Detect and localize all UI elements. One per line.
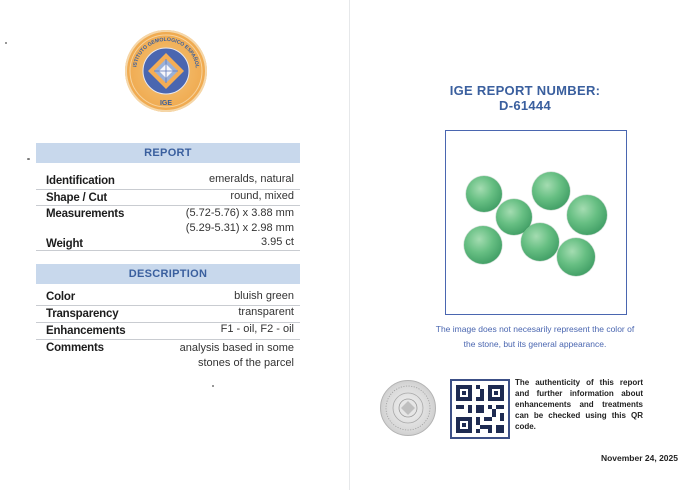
comments-value-1: analysis based in some <box>179 342 294 354</box>
qr-code-graphic <box>452 381 508 437</box>
emerald-stone <box>532 172 570 210</box>
emerald-stone <box>466 176 502 212</box>
transparency-value: transparent <box>238 306 294 318</box>
identification-value: emeralds, natural <box>209 173 294 185</box>
shape-cut-value: round, mixed <box>230 190 294 202</box>
transparency-label: Transparency <box>46 308 119 320</box>
photo-caption <box>420 322 650 352</box>
measurements-value-1: (5.72-5.76) x 3.88 mm <box>185 207 294 219</box>
description-section-header: DESCRIPTION <box>36 264 300 284</box>
emerald-stone <box>521 223 559 261</box>
hologram-seal <box>380 380 436 436</box>
speck <box>212 385 214 387</box>
shape-cut-label: Shape / Cut <box>46 192 108 204</box>
measurements-value-2: (5.29-5.31) x 2.98 mm <box>185 222 294 234</box>
speck <box>5 42 7 44</box>
report-section-header: REPORT <box>36 143 300 163</box>
ige-logo-graphic <box>125 30 207 112</box>
weight-value: 3.95 ct <box>260 236 294 248</box>
caption-line-1: The image does not necesarily represent the color of <box>435 324 635 334</box>
enhancements-label: Enhancements <box>46 325 126 337</box>
comments-label: Comments <box>46 342 104 354</box>
authenticity-note: The authenticity of this report and further information about enhancements and treatments can be checked using this QR code. <box>515 378 643 431</box>
emerald-stone <box>557 238 595 276</box>
caption-line-2: the stone, but its general appearance. <box>463 339 607 349</box>
weight-label: Weight <box>46 238 83 250</box>
divider <box>36 250 300 251</box>
measurements-label: Measurements <box>46 208 125 220</box>
enhancements-value: F1 - oil, F2 - oil <box>220 323 294 335</box>
color-value: bluish green <box>234 290 294 302</box>
emerald-stone <box>464 226 502 264</box>
report-date: November 24, 2025 <box>600 453 678 463</box>
ige-logo <box>125 30 207 112</box>
gemstone-photo <box>445 130 627 315</box>
identification-label: Identification <box>46 175 115 187</box>
speck <box>27 158 30 160</box>
seal-graphic <box>381 381 435 435</box>
qr-code[interactable] <box>450 379 510 439</box>
logo-ring-text: ISTITUTO GEMOLOGICO ESPAÑOL <box>132 36 200 69</box>
divider <box>36 339 300 340</box>
comments-value-2: stones of the parcel <box>197 357 294 369</box>
logo-initials: IGE <box>159 100 173 107</box>
emerald-stone <box>567 195 607 235</box>
report-number-heading: IGE REPORT NUMBER: <box>449 83 601 98</box>
color-label: Color <box>46 291 76 303</box>
report-number: D-61444 <box>499 98 551 113</box>
